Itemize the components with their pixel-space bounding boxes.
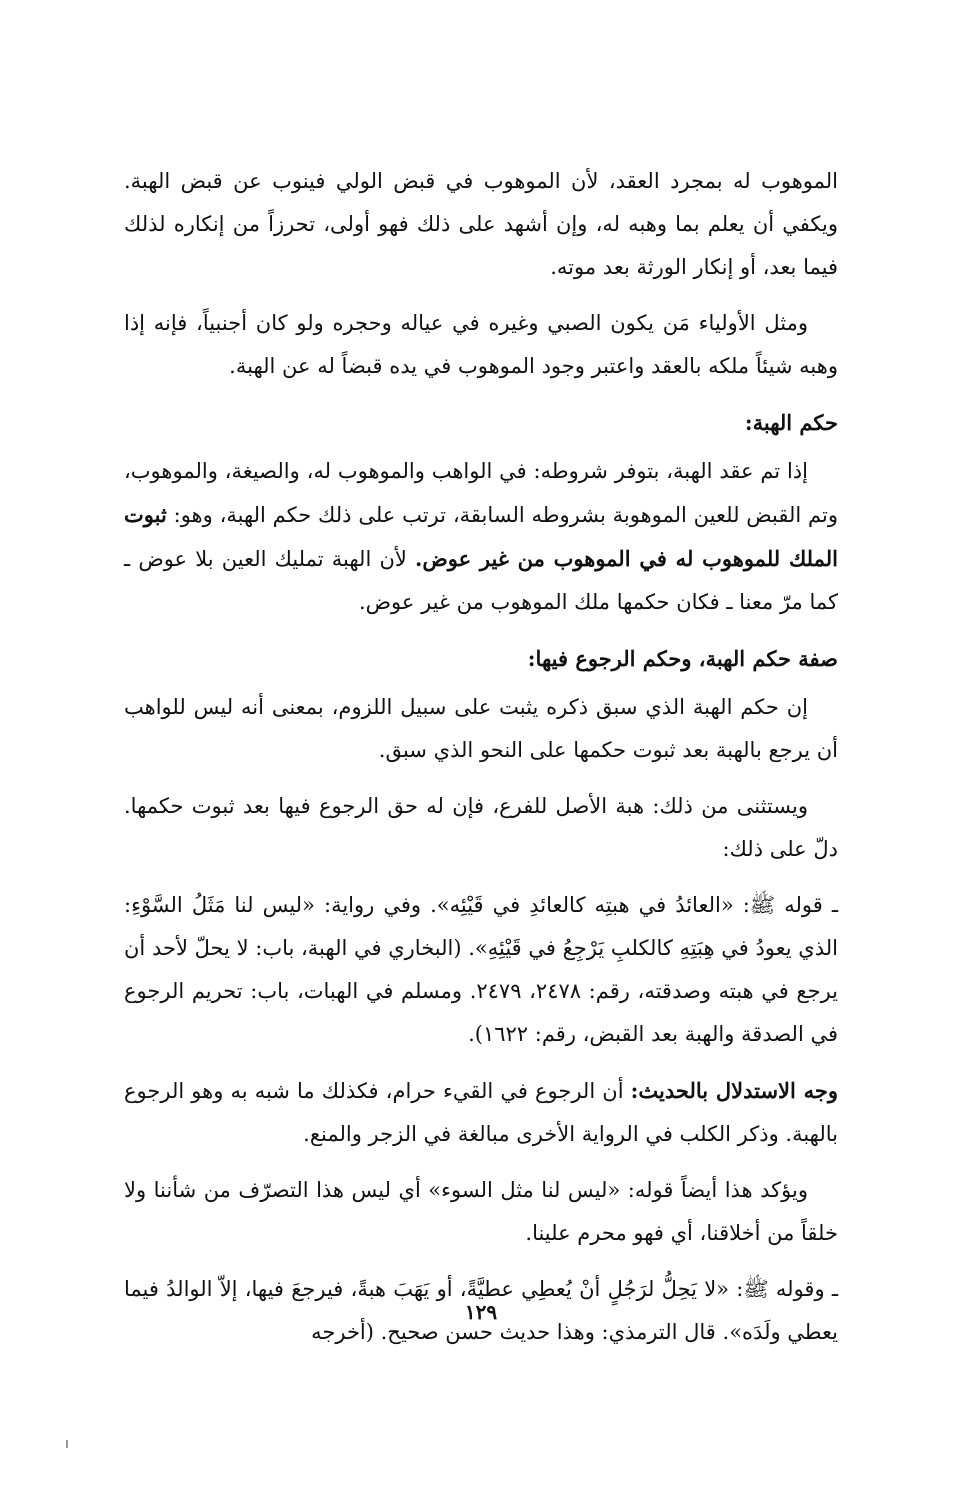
section-heading-revocation: صفة حكم الهبة، وحكم الرجوع فيها: [527, 646, 838, 671]
paragraph-6: ـ قوله ﷺ: «العائدُ في هبتِه كالعائدِ في قَيْئِه». وفي رواية: «ليس لنا مَثَلُ السَّوْءِ: الذي يعودُ في هِبَتِهِ كالكلبِ يَرْجِعُ في قَيْئِهِ». (البخاري في الهبة، باب: لا يحلّ لأحد أن يرجع في هبته وصدقته، رقم: ٢٤٧٨، ٢٤٧٩. ومسلم في الهبات، باب: تحريم الرجوع في الصدقة والهبة بعد القبض، رقم: ١٦٢٢). [124, 893, 839, 1046]
paragraph-7-bold: وجه الاستدلال بالحديث: [630, 1078, 839, 1103]
paragraph-9: ـ وقوله ﷺ: «لا يَحِلُّ لرَجُلٍ أنْ يُعطِي عطيَّةً، أو يَهَبَ هبةً، فيرجعَ فيها، إلاّ الوالدُ فيما يعطي ولَدَه». قال الترمذي: وهذا حديث حسن صحيح. (أخرجه [124, 1277, 838, 1344]
paragraph-4: إن حكم الهبة الذي سبق ذكره يثبت على سبيل اللزوم، بمعنى أنه ليس للواهب أن يرجع بالهبة بعد ثبوت حكمها على النحو الذي سبق. [124, 695, 838, 762]
paragraph-3 [124, 450, 838, 624]
paragraph-3-bold: ثبوت الملك للموهوب له في الموهوب من غير عوض. [124, 502, 838, 571]
paragraph-7-text: أن الرجوع في القيء حرام، فكذلك ما شبه به وهو الرجوع بالهبة. وذكر الكلب في الرواية الأخرى مبالغة في الزجر والمنع. [124, 1079, 838, 1146]
paragraph-7 [124, 1069, 838, 1156]
section-heading-ruling: حكم الهبة: [744, 410, 838, 435]
paragraph-8: ويؤكد هذا أيضاً قوله: «ليس لنا مثل السوء» أي ليس هذا التصرّف من شأننا ولا خلقاً من أخلاقنا، أي فهو محرم علينا. [124, 1178, 838, 1245]
paragraph-3-text-b: لأن الهبة تمليك العين بلا عوض ـ كما مرّ معنا ـ فكان حكمها ملك الموهوب من غير عوض. [124, 547, 838, 614]
page-body [124, 160, 838, 1367]
page-number: ١٢٩ [464, 1300, 498, 1324]
paragraph-2: ومثل الأولياء مَن يكون الصبي وغيره في عياله وحجره ولو كان أجنبياً، فإنه إذا وهبه شيئاً ملكه بالعقد واعتبر وجود الموهوب في يده قبضاً له عن الهبة. [124, 311, 838, 378]
paragraph-5: ويستثنى من ذلك: هبة الأصل للفرع، فإن له حق الرجوع فيها بعد ثبوت حكمها. دلّ على ذلك: [124, 794, 838, 861]
paragraph-1: الموهوب له بمجرد العقد، لأن الموهوب في قبض الولي فينوب عن قبض الهبة. ويكفي أن يعلم بما وهبه له، وإن أشهد على ذلك فهو أولى، تحرزاً من إنكاره لذلك فيما بعد، أو إنكار الورثة بعد موته. [124, 169, 838, 279]
scan-speck [66, 1440, 68, 1448]
paragraph-3-text-a: إذا تم عقد الهبة، بتوفر شروطه: في الواهب والموهوب له، والصيغة، والموهوب، وتم القبض للعين الموهوبة بشروطه السابقة، ترتب على ذلك حكم الهبة، وهو: [124, 459, 838, 527]
